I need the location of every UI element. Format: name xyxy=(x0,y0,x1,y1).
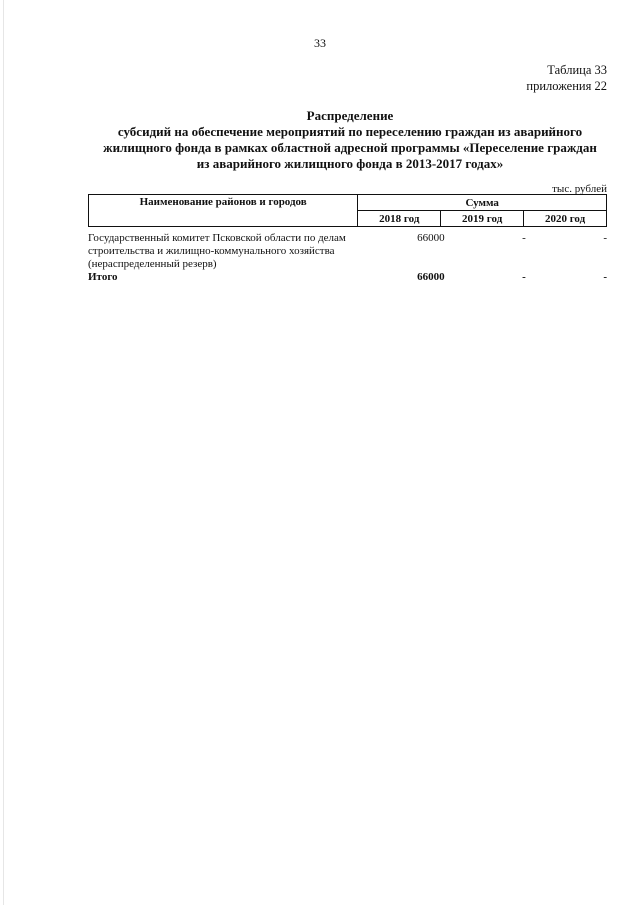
header-year-2019: 2019 год xyxy=(441,211,524,227)
document-title xyxy=(60,108,640,172)
title-line-3: жилищного фонда в рамках областной адресной программы «Переселение граждан xyxy=(103,140,597,155)
row-value-2020: - xyxy=(603,232,607,244)
table-reference xyxy=(526,62,607,94)
total-value-2018: 66000 xyxy=(417,271,445,283)
table-ref-line-1: Таблица 33 xyxy=(547,63,607,77)
row-value-2018: 66000 xyxy=(417,232,445,244)
table-ref-line-2: приложения 22 xyxy=(526,79,607,93)
title-line-1: Распределение xyxy=(306,108,394,123)
header-year-2018: 2018 год xyxy=(358,211,441,227)
scan-edge xyxy=(3,0,4,905)
total-value-2020: - xyxy=(603,271,607,283)
total-name: Итого xyxy=(88,271,118,283)
row-value-2019: - xyxy=(522,232,526,244)
row-name: Государственный комитет Псковской области по делам строительства и жилищно-коммунального хозяйства (нераспределенный резерв) xyxy=(88,232,346,270)
header-name: Наименование районов и городов xyxy=(89,195,358,227)
distribution-table-body xyxy=(88,232,607,284)
header-year-2020: 2020 год xyxy=(524,211,607,227)
unit-label: тыс. рублей xyxy=(552,183,607,195)
header-sum: Сумма xyxy=(358,195,607,211)
page-number: 33 xyxy=(314,36,326,50)
total-value-2019: - xyxy=(522,271,526,283)
distribution-table-header xyxy=(88,194,607,227)
title-line-4: из аварийного жилищного фонда в 2013-2017 годах» xyxy=(196,156,504,171)
table-total-row xyxy=(88,271,607,284)
table-row xyxy=(88,232,607,271)
title-line-2: субсидий на обеспечение мероприятий по переселению граждан из аварийного xyxy=(117,124,583,139)
